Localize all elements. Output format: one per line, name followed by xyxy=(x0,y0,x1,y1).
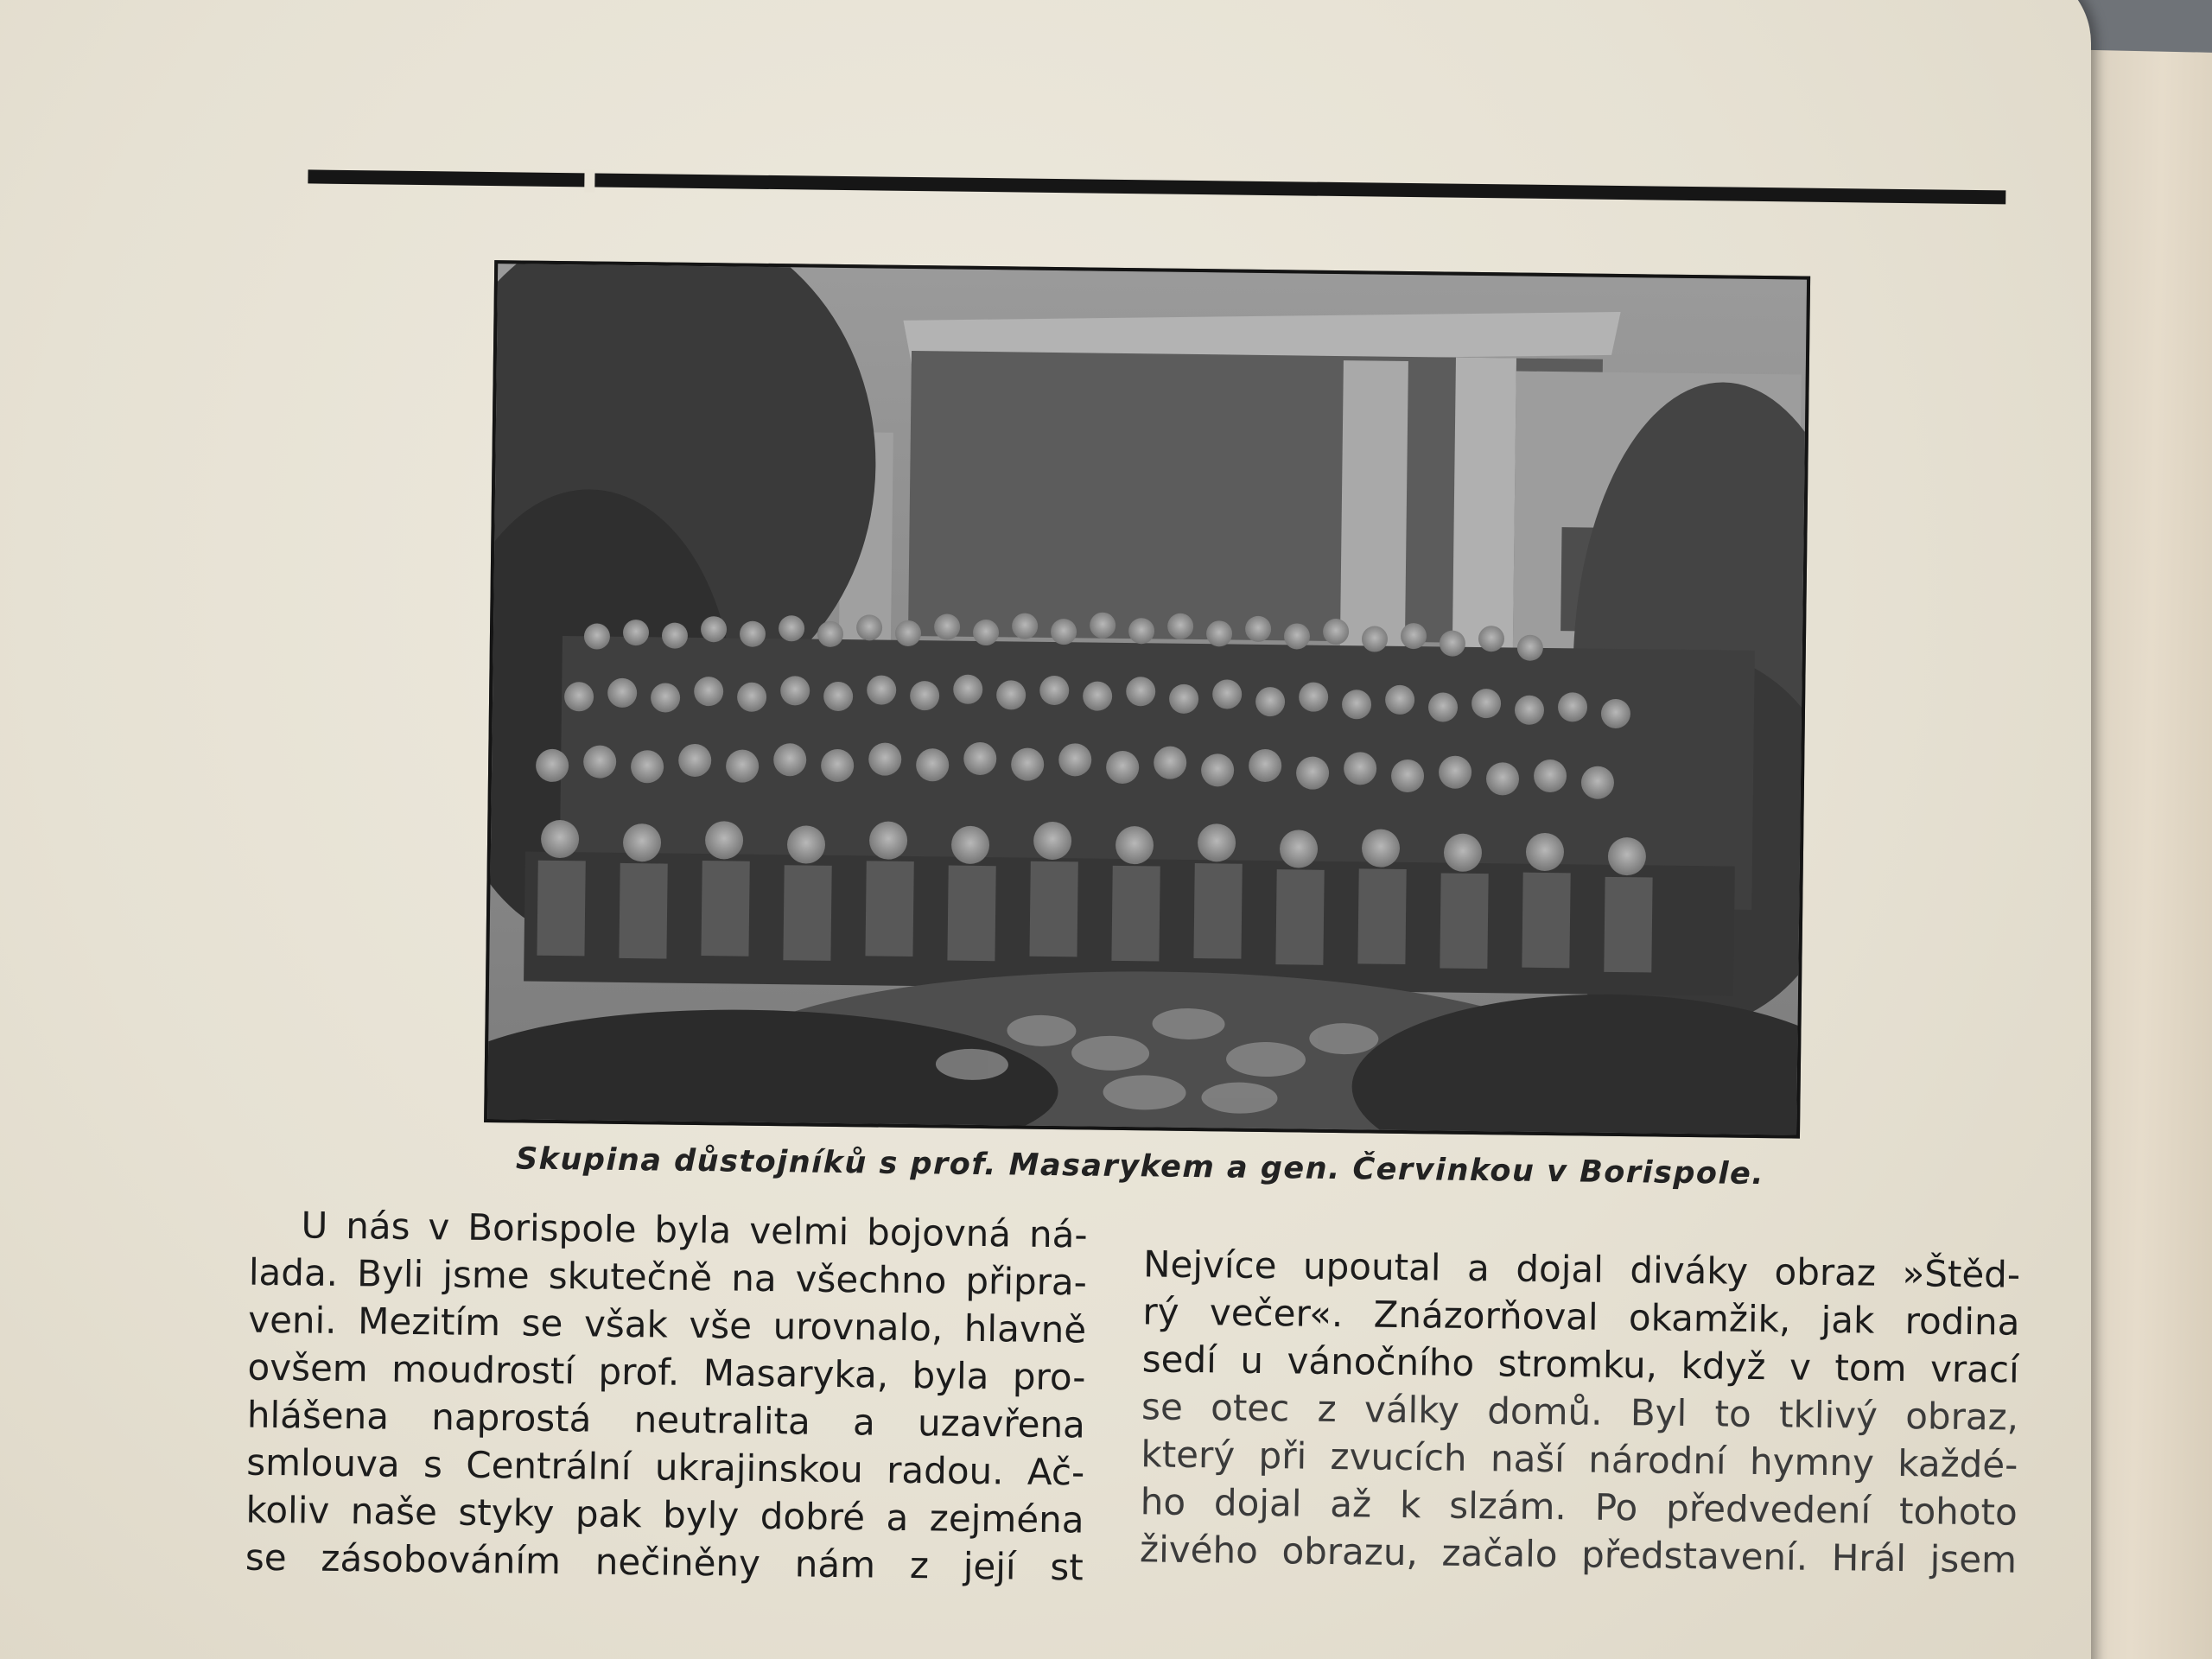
group-photo xyxy=(484,260,1810,1139)
text-line: který při zvucích naší národní hymny každé- xyxy=(1141,1433,2018,1486)
text-line: sedí u vánočního stromku, když v tom vrací xyxy=(1141,1338,2020,1391)
text-line: hlášena naprostá neutralita a uzavřena xyxy=(246,1393,1086,1446)
text-column-right xyxy=(1140,1240,2021,1583)
text-line: U nás v Borispole byla velmi bojovná ná- xyxy=(301,1204,1088,1256)
text-line: ho dojal až k slzám. Po předvedení tohoto xyxy=(1140,1480,2018,1534)
text-line: ovšem moudrostí prof. Masaryka, byla pro- xyxy=(247,1345,1086,1399)
text-line: rý večer«. Znázorňoval okamžik, jak rodina xyxy=(1142,1290,2020,1344)
group-photo-image xyxy=(487,264,1807,1135)
photo-caption: Skupina důstojníků s prof. Masarykem a gen. Červinkou v Borispole. xyxy=(515,1141,1765,1192)
header-rule xyxy=(308,169,2005,204)
text-line: Nejvíce upoutal a dojal diváky obraz »Štěd- xyxy=(1142,1243,2021,1296)
text-column-left xyxy=(245,1201,1088,1592)
text-line: živého obrazu, začalo představení. Hrál jsem xyxy=(1139,1528,2018,1581)
text-line: smlouva s Centrální ukrajinskou radou. Ač- xyxy=(245,1440,1085,1494)
text-line: koliv naše styky pak byly dobré a zejména xyxy=(245,1488,1084,1541)
text-line: se zásobováním nečiněny nám z její st xyxy=(245,1535,1084,1589)
text-line: se otec z války domů. Byl to tklivý obraz, xyxy=(1141,1385,2019,1439)
text-line: veni. Mezitím se však vše urovnalo, hlavně xyxy=(247,1298,1087,1351)
header-rule-gap xyxy=(584,169,594,192)
text-line: lada. Byli jsme skutečně na všechno připra- xyxy=(248,1250,1088,1304)
